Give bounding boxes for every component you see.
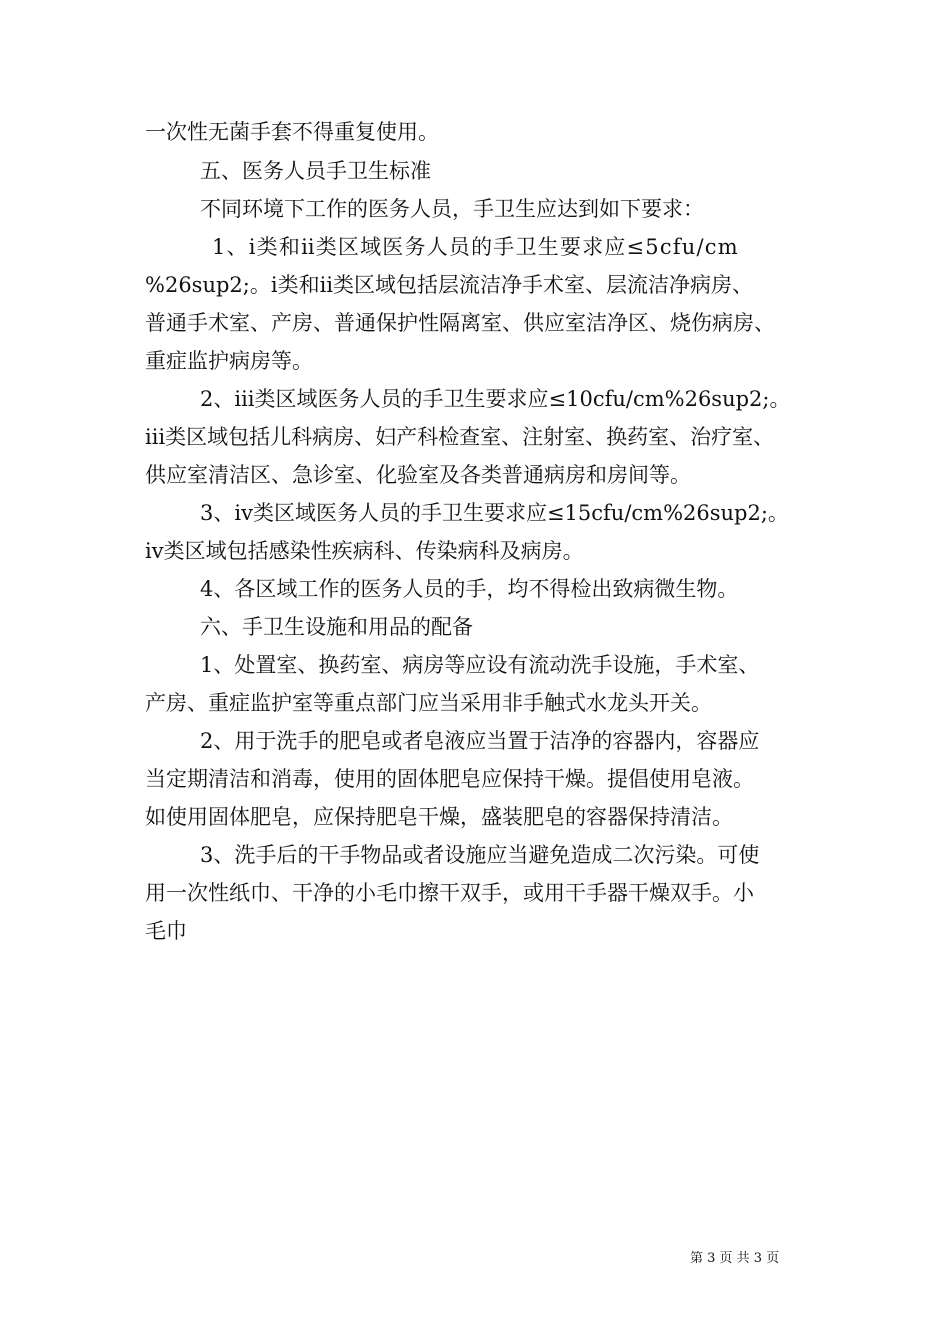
text-line: 3、洗手后的干手物品或者设施应当避免造成二次污染。可使 [200,843,760,867]
text-line: 2、ⅲ类区域医务人员的手卫生要求应≤10cfu/cm%26sup2;。 [200,387,791,411]
text-line: 重症监护病房等。 [145,349,313,373]
text-line: 一次性无菌手套不得重复使用。 [145,120,439,144]
text-line: 供应室清洁区、急诊室、化验室及各类普通病房和房间等。 [145,463,691,487]
text-line: 毛巾 [145,919,187,943]
text-line: ⅲ类区域包括儿科病房、妇产科检查室、注射室、换药室、治疗室、 [145,425,775,449]
text-line: 3、ⅳ类区域医务人员的手卫生要求应≤15cfu/cm%26sup2;。 [200,501,789,525]
text-line: %26sup2;。ⅰ类和ⅱ类区域包括层流洁净手术室、层流洁净病房、 [145,273,754,297]
text-line: 4、各区域工作的医务人员的手，均不得检出致病微生物。 [200,577,739,601]
page-footer: 第 3 页 共 3 页 [690,1251,780,1266]
section-heading: 五、医务人员手卫生标准 [200,159,431,183]
text-line: 用一次性纸巾、干净的小毛巾擦干双手，或用干手器干燥双手。小 [145,881,754,905]
text-line: 产房、重症监护室等重点部门应当采用非手触式水龙头开关。 [145,691,712,715]
text-line: 当定期清洁和消毒，使用的固体肥皂应保持干燥。提倡使用皂液。 [145,767,754,791]
section-heading: 六、手卫生设施和用品的配备 [200,615,473,639]
text-line: 1、ⅰ类和ⅱ类区域医务人员的手卫生要求应≤5cfu/cm [212,235,739,259]
text-line: 2、用于洗手的肥皂或者皂液应当置于洁净的容器内，容器应 [200,729,760,753]
text-line: 普通手术室、产房、普通保护性隔离室、供应室洁净区、烧伤病房、 [145,311,775,335]
text-line: 不同环境下工作的医务人员，手卫生应达到如下要求： [200,197,704,221]
text-line: 如使用固体肥皂，应保持肥皂干燥，盛装肥皂的容器保持清洁。 [145,805,733,829]
text-line: 1、处置室、换药室、病房等应设有流动洗手设施，手术室、 [200,653,760,677]
text-line: ⅳ类区域包括感染性疾病科、传染病科及病房。 [145,539,584,563]
